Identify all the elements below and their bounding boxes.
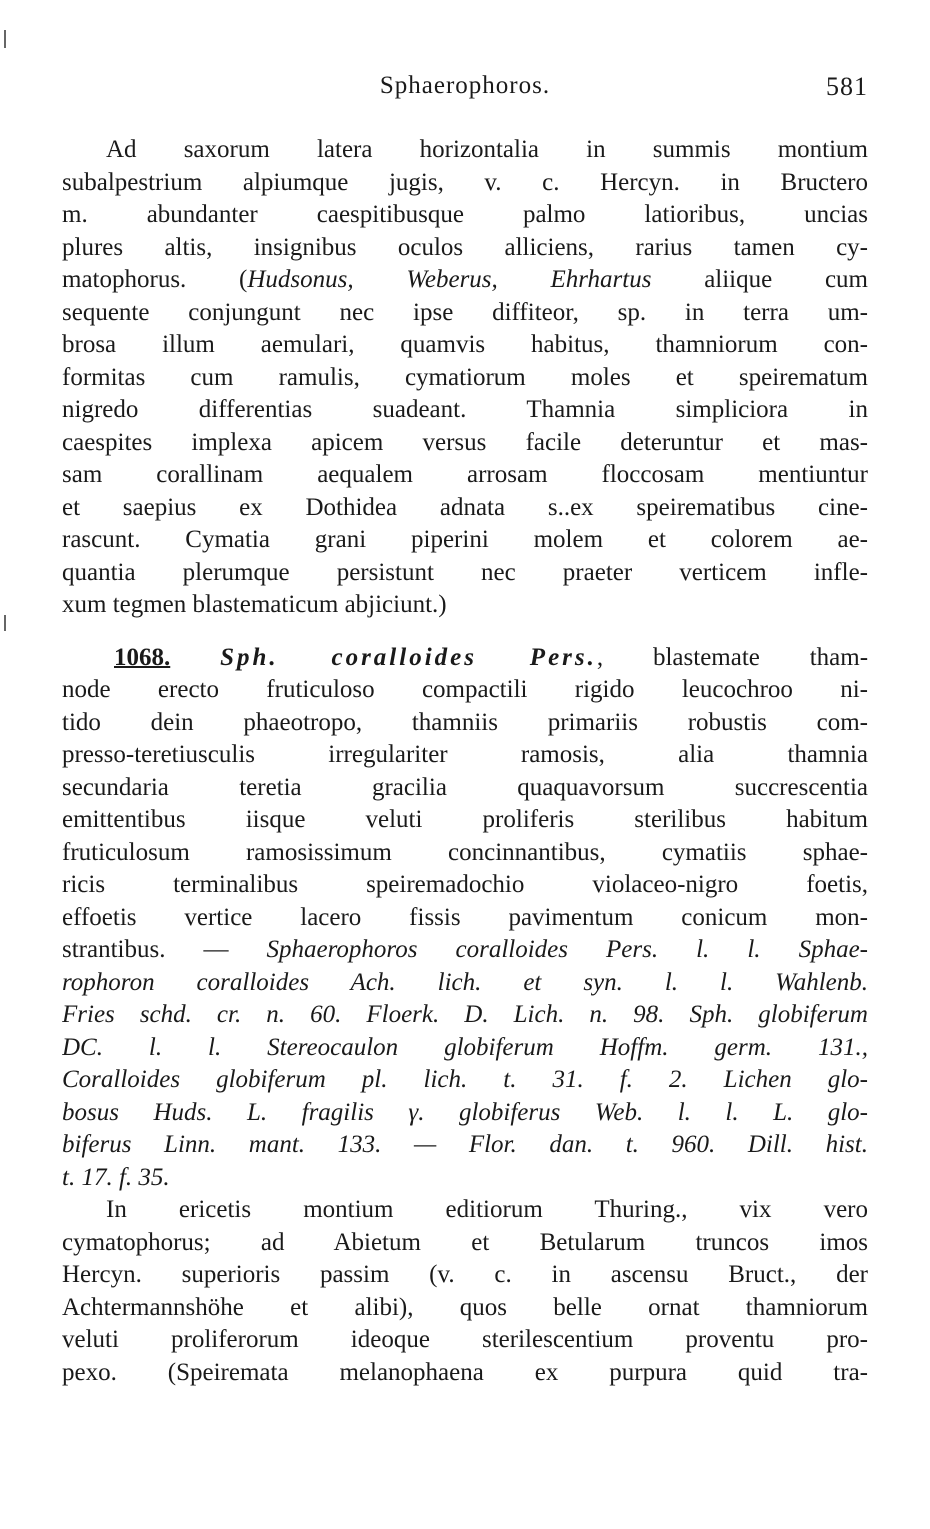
species-name: Sph. coralloides Pers.: [220, 643, 597, 671]
synonymy-line: [62, 934, 868, 967]
text-run: strantibus. —: [62, 936, 267, 963]
text-line: sam corallinam aequalem arrosam floccosam mentiuntur: [62, 461, 868, 488]
text-line: presso-teretiusculis irregulariter ramosis, alia thamnia: [62, 741, 868, 768]
text-line: quantia plerumque persistunt nec praeter verticem infle-: [62, 558, 868, 586]
text-line: Achtermannshöhe et alibi), quos belle ornat thamniorum: [62, 1293, 868, 1321]
text-line: pexo. (Speiremata melanophaena ex purpura quid tra-: [62, 1358, 868, 1386]
scan-edge-mark: [4, 615, 6, 631]
text-line: caespites implexa apicem versus facile deteruntur et mas-: [62, 428, 868, 456]
page-number: 581: [826, 72, 868, 101]
text-line: cymatophorus; ad Abietum et Betularum truncos imos: [62, 1228, 868, 1256]
paragraph-locality: [62, 1194, 868, 1389]
text-line: nigredo differentias suadeant. Thamnia simpliciora in: [62, 396, 868, 423]
text-line: subalpestrium alpiumque jugis, v. c. Hercyn. in Bructero: [62, 168, 868, 196]
synonymy-line: rophoron coralloides Ach. lich. et syn. l. l. Wahlenb.: [62, 968, 868, 996]
text-line: [62, 264, 868, 297]
body-text: [62, 134, 868, 1389]
text-line: veluti proliferorum ideoque sterilescentium proventu pro-: [62, 1326, 868, 1353]
synonymy-line: Fries schd. cr. n. 60. Floerk. D. Lich. n. 98. Sph. globiferum: [62, 1001, 868, 1028]
text-line: rascunt. Cymatia grani piperini molem et colorem ae-: [62, 526, 868, 553]
scan-edge-mark: [4, 30, 6, 48]
text-line: effoetis vertice lacero fissis pavimentum conicum mon-: [62, 903, 868, 931]
text-run: , blastemate tham-: [596, 643, 868, 671]
text-run: aliique cum: [651, 266, 868, 293]
synonymy-line: biferus Linn. mant. 133. — Flor. dan. t. 960. Dill. hist.: [62, 1131, 868, 1158]
text-line: Ad saxorum latera horizontalia in summis montium: [106, 136, 868, 163]
text-line: tido dein phaeotropo, thamniis primariis robustis com-: [62, 708, 868, 736]
text-run: matophorus. (: [62, 266, 248, 293]
text-line: node erecto fruticuloso compactili rigido leucochroo ni-: [62, 676, 868, 703]
text-line: Hercyn. superioris passim (v. c. in ascensu Bruct., der: [62, 1261, 868, 1288]
text-line: In ericetis montium editiorum Thuring., vix vero: [106, 1196, 868, 1223]
entry-number: 1068.: [114, 643, 171, 671]
entry-heading-line: [62, 642, 868, 675]
synonym-text: Sphaerophoros coralloides Pers. l. l. Sphae-: [266, 936, 868, 963]
text-line: brosa illum aemulari, quamvis habitus, thamniorum con-: [62, 331, 868, 358]
text-line: secundaria teretia gracilia quaquavorsum succrescentia: [62, 773, 868, 801]
synonymy-line: t. 17. f. 35.: [62, 1163, 170, 1191]
running-title: Sphaerophoros.: [379, 72, 551, 99]
synonymy-line: DC. l. l. Stereocaulon globiferum Hoffm. germ. 131.,: [62, 1033, 868, 1061]
synonymy-line: bosus Huds. L. fragilis γ. globiferus Web. l. l. L. glo-: [62, 1098, 868, 1126]
text-line: sequente conjungunt nec ipse diffiteor, sp. in terra um-: [62, 298, 868, 326]
paragraph-habitat: [62, 134, 868, 622]
text-line: fruticulosum ramosissimum concinnantibus, cymatiis sphae-: [62, 838, 868, 866]
synonymy-line: Coralloides globiferum pl. lich. t. 31. f. 2. Lichen glo-: [62, 1066, 868, 1093]
text-line: formitas cum ramulis, cymatiorum moles et speirematum: [62, 363, 868, 391]
text-line: plures altis, insignibus oculos alliciens, rarius tamen cy-: [62, 233, 868, 261]
text-line: ricis terminalibus speiremadochio violaceo-nigro foetis,: [62, 871, 868, 898]
author-names: Hudsonus, Weberus, Ehrhartus: [247, 266, 652, 293]
text-line: m. abundanter caespitibusque palmo latioribus, uncias: [62, 201, 868, 228]
text-line: emittentibus iisque veluti proliferis sterilibus habitum: [62, 806, 868, 833]
text-line: et saepius ex Dothidea adnata s..ex speirematibus cine-: [62, 493, 868, 521]
running-head: [62, 72, 868, 108]
text-line: xum tegmen blastematicum abjiciunt.): [62, 591, 447, 618]
species-entry: [62, 642, 868, 1195]
